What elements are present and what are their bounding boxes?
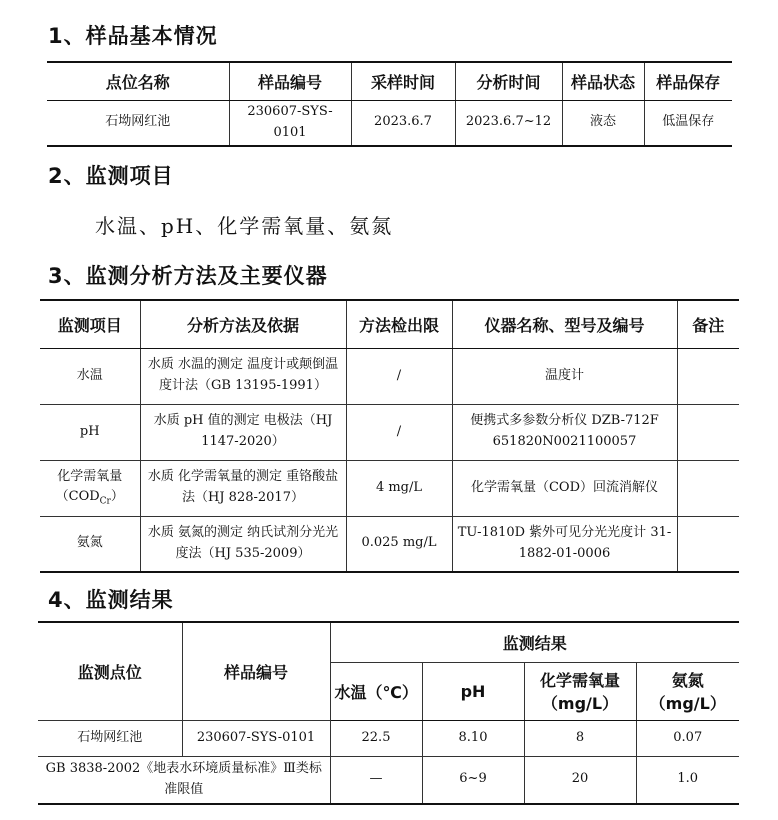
cell-instrument: 便携式多参数分析仪 DZB-712F 651820N0021100057 [452, 404, 677, 460]
cell-instrument: 化学需氧量（COD）回流消解仪 [452, 460, 677, 516]
cell-ph: 8.10 [422, 720, 524, 756]
header-item: 监测项目 [40, 300, 140, 348]
cell-limit: / [346, 404, 452, 460]
header-sample-id: 样品编号 [229, 62, 351, 100]
table-row [40, 404, 739, 460]
table-row [47, 100, 732, 146]
cell-sample-state: 液态 [562, 100, 644, 146]
monitoring-items-text: 水温、pH、化学需氧量、氨氮 [95, 214, 394, 238]
header-sampling-time: 采样时间 [351, 62, 455, 100]
cell-method: 水质 氨氮的测定 纳氏试剂分光光度法（HJ 535-2009） [140, 516, 346, 572]
cell-method: 水质 化学需氧量的测定 重铬酸盐法（HJ 828-2017） [140, 460, 346, 516]
cell-item [40, 460, 140, 516]
cell-sample-number: 230607-SYS-0101 [182, 720, 330, 756]
cell-water-temp: 22.5 [330, 720, 422, 756]
cell-sample-storage: 低温保存 [644, 100, 732, 146]
section-3-title: 3、监测分析方法及主要仪器 [48, 264, 328, 288]
cell-item: 水温 [40, 348, 140, 404]
header-ph: pH [422, 662, 524, 720]
cell-standard-ammonia: 1.0 [636, 756, 739, 804]
cell-item: 氨氮 [40, 516, 140, 572]
cell-note [677, 404, 739, 460]
cell-standard-ph: 6~9 [422, 756, 524, 804]
header-analysis-time: 分析时间 [455, 62, 562, 100]
cell-sampling-time: 2023.6.7 [351, 100, 455, 146]
header-water-temp: 水温（℃） [330, 662, 422, 720]
table-row [40, 516, 739, 572]
results-table [38, 621, 739, 805]
header-instrument: 仪器名称、型号及编号 [452, 300, 677, 348]
cell-item-subscript: Cr [99, 497, 111, 507]
header-results: 监测结果 [330, 622, 739, 662]
header-note: 备注 [677, 300, 739, 348]
cell-item-tail: ） [110, 489, 124, 505]
header-point: 监测点位 [38, 622, 182, 720]
header-point-name: 点位名称 [47, 62, 229, 100]
table-row [38, 720, 739, 756]
sample-info-table [47, 61, 732, 147]
header-sample-number: 样品编号 [182, 622, 330, 720]
cell-note [677, 348, 739, 404]
table-row [40, 348, 739, 404]
section-1-title: 1、样品基本情况 [48, 24, 218, 48]
section-2-title: 2、监测项目 [48, 164, 174, 188]
cell-point-name: 石坳网红池 [47, 100, 229, 146]
cell-standard-label: GB 3838-2002《地表水环境质量标准》Ⅲ类标准限值 [38, 756, 330, 804]
header-cod: 化学需氧量（mg/L） [524, 662, 636, 720]
cell-method: 水质 pH 值的测定 电极法（HJ 1147-2020） [140, 404, 346, 460]
cell-standard-water-temp: — [330, 756, 422, 804]
cell-point: 石坳网红池 [38, 720, 182, 756]
cell-analysis-time: 2023.6.7~12 [455, 100, 562, 146]
cell-item-text: 化学需氧量（COD [55, 468, 123, 505]
cell-note [677, 460, 739, 516]
cell-method: 水质 水温的测定 温度计或颠倒温度计法（GB 13195-1991） [140, 348, 346, 404]
header-sample-storage: 样品保存 [644, 62, 732, 100]
cell-cod: 8 [524, 720, 636, 756]
cell-sample-id: 230607-SYS-0101 [229, 100, 351, 146]
header-detection-limit: 方法检出限 [346, 300, 452, 348]
header-ammonia: 氨氮（mg/L） [636, 662, 739, 720]
cell-limit: 4 mg/L [346, 460, 452, 516]
method-table [40, 299, 739, 573]
cell-limit: / [346, 348, 452, 404]
cell-instrument: TU-1810D 紫外可见分光光度计 31-1882-01-0006 [452, 516, 677, 572]
table-row [38, 756, 739, 804]
cell-limit: 0.025 mg/L [346, 516, 452, 572]
header-method: 分析方法及依据 [140, 300, 346, 348]
cell-item: pH [40, 404, 140, 460]
cell-note [677, 516, 739, 572]
table-row [40, 460, 739, 516]
cell-instrument: 温度计 [452, 348, 677, 404]
cell-ammonia: 0.07 [636, 720, 739, 756]
cell-standard-cod: 20 [524, 756, 636, 804]
section-4-title: 4、监测结果 [48, 588, 174, 612]
header-sample-state: 样品状态 [562, 62, 644, 100]
